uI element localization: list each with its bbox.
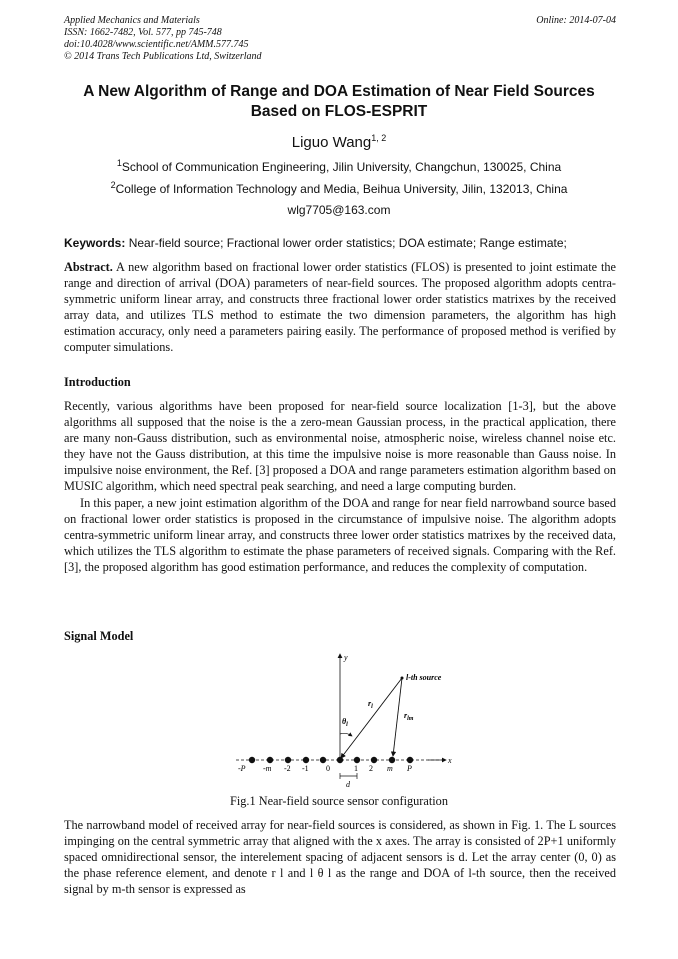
y-axis-label: y (344, 653, 348, 662)
tick-label: 2 (369, 764, 373, 773)
theta-label: $\theta_l$ (342, 717, 348, 728)
author-line (0, 133, 678, 151)
signal-model-body (64, 817, 616, 897)
tick-label: -P (238, 764, 246, 773)
author-name: Liguo Wang (291, 134, 372, 151)
copyright-line: © 2014 Trans Tech Publications Ltd, Switzerland (64, 51, 262, 62)
author-email[interactable]: wlg7705@163.com (287, 203, 391, 217)
sensor-marker (337, 757, 343, 763)
range-label: $r_l$ (368, 699, 373, 710)
title-line-2: Based on FLOS-ESPRIT (250, 103, 428, 120)
abstract (64, 259, 616, 356)
journal-header (64, 15, 616, 63)
angle-arc (340, 733, 352, 736)
tick-label: 0 (326, 764, 330, 773)
issn-line: ISSN: 1662-7482, Vol. 577, pp 745-748 (64, 27, 222, 38)
signal-paragraph-1: The narrowband model of received array for near-field sources is considered, as shown in Fig. 1. The L sources impinging on the central symmetric array that aligned with the x axes. The array is consisted of 2P+1 uniformly spaced omnidirectional sensor, the interelement spacing of adjacent sensors is d. Let the array center (0, 0) as the phase reference element, and denote r l and l θ l as the range and DOA of l-th source, then the received signal by m-th sensor is expressed as (64, 818, 616, 897)
abstract-text: A new algorithm based on fractional lower order statistics (FLOS) is presented to joint estimate the range and direction of arrival (DOA) parameters of near-field sources. The proposed algorithm adopts centra-symmetric uniform linear array, and constructs three fractional lower order statistics matrixes by the received array data, and utilizes TLS method to estimate the two dimension parameters, the algorithm has high estimation accuracy, only need a parameters pairing easily. The performance of proposed method is verified by computer simulations. (64, 260, 616, 355)
keywords-label: Keywords: (64, 236, 126, 250)
introduction-body (64, 398, 616, 575)
sensor-range-label: $r_{lm}$ (404, 711, 414, 722)
affiliation-1-text: School of Communication Engineering, Jilin University, Changchun, 130025, China (121, 160, 562, 174)
intro-paragraph-2: In this paper, a new joint estimation algorithm of the DOA and range for near field narrowband source based on fractional lower order statistics is proposed in the circumstance of impulsive noise. The algorithm adopts centra-symmetric uniform linear array, and constructs three lower order statistics matrixes by the received data, which utilizes the TLS algorithm to estimate the phase parameters of received signals. Comparing with the Ref. [3], the proposed algorithm has good estimation performance, and reduces the complexity of computation. (64, 495, 616, 574)
keywords-text: Near-field source; Fractional lower order statistics; DOA estimate; Range estimate; (125, 236, 567, 250)
sensor-marker (267, 757, 273, 763)
sensor-marker (389, 757, 395, 763)
source-label: l-th source (406, 673, 442, 682)
sensor-marker (354, 757, 360, 763)
tick-label: -2 (284, 764, 291, 773)
introduction-heading: Introduction (64, 375, 131, 389)
affiliation-2 (0, 180, 678, 196)
range-vector (341, 678, 402, 758)
intro-paragraph-1: Recently, various algorithms have been proposed for near-field source localization [1-3], but the above algorithms all supposed that the noise is the a zero-mean Gaussian process, in the practical application, there are many non-Gauss distribution, such as environmental noise, atmospheric noise, wireless channel noise etc. they have not the Gauss distribution, at this time the impulsive noise is more reasonable than Gauss noise. In impulsive noise environment, the Ref. [3] proposed a DOA and range parameters estimation algorithm based on MUSIC algorithm, which need spectral peak searching, and need a large computing burden. (64, 399, 616, 494)
tick-label: -1 (302, 764, 309, 773)
sensor-marker (407, 757, 413, 763)
doi-line: doi:10.4028/www.scientific.net/AMM.577.745 (64, 39, 249, 50)
online-date: Online: 2014-07-04 (536, 15, 616, 26)
spacing-label: d (346, 780, 350, 789)
sensor-marker (303, 757, 309, 763)
paper-title (40, 82, 638, 122)
keywords (64, 236, 616, 250)
tick-label: P (407, 764, 412, 773)
title-line-1: A New Algorithm of Range and DOA Estimation of Near Field Sources (83, 83, 595, 100)
affiliation-2-text: College of Information Technology and Media, Beihua University, Jilin, 132013, China (115, 182, 568, 196)
source-point (401, 677, 404, 680)
near-field-figure (228, 650, 460, 790)
sensor-marker (371, 757, 377, 763)
affiliation-2-num: 2 (110, 180, 116, 190)
journal-name: Applied Mechanics and Materials (64, 15, 200, 26)
sensor-marker (249, 757, 255, 763)
signal-model-heading: Signal Model (64, 629, 134, 643)
figure-caption: Fig.1 Near-field source sensor configuration (230, 794, 448, 808)
tick-label: 1 (354, 764, 358, 773)
tick-label: -m (263, 764, 272, 773)
affiliation-1-num: 1 (116, 158, 122, 168)
sensor-marker (320, 757, 326, 763)
affiliation-1 (0, 158, 678, 174)
author-affil-sup: 1, 2 (371, 133, 387, 143)
abstract-label: Abstract. (64, 260, 113, 274)
sensor-range-vector (393, 678, 402, 756)
tick-label: m (387, 764, 393, 773)
tick-labels (238, 764, 412, 773)
sensor-marker (285, 757, 291, 763)
x-axis-label: x (448, 756, 452, 765)
